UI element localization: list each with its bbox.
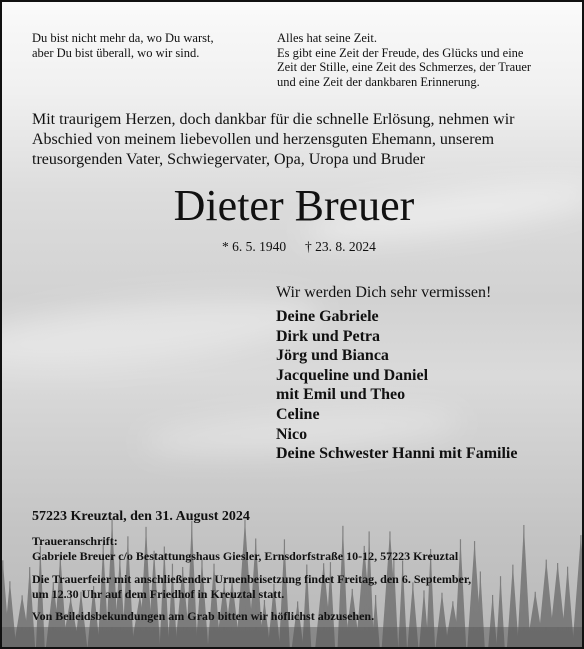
intro-line: Abschied von meinem liebevollen und herzensguten Ehemann, unserem <box>32 131 495 148</box>
mourning-address: Gabriele Breuer c/o Bestattungshaus Giesler, Ernsdorfstraße 10-12, 57223 Kreuztal <box>32 548 459 563</box>
place-date: 57223 Kreuztal, den 31. August 2024 <box>32 509 250 524</box>
intro-text <box>32 110 554 170</box>
mourner-name: Celine <box>276 405 320 423</box>
service-line: Die Trauerfeier mit anschließender Urnenbeisetzung findet Freitag, den 6. September, <box>32 572 472 586</box>
intro-line: treusorgenden Vater, Schwiegervater, Opa, Uropa und Bruder <box>32 151 426 168</box>
birth-date: * 6. 5. 1940 <box>222 239 287 254</box>
quote-line: Alles hat seine Zeit. <box>277 31 377 45</box>
deceased-name: Dieter Breuer <box>173 181 415 230</box>
quote-line: Du bist nicht mehr da, wo Du warst, <box>32 31 214 45</box>
mourners-list <box>276 307 517 464</box>
service-line: um 12.30 Uhr auf dem Friedhof in Kreuztal statt. <box>32 586 285 601</box>
quote-line: aber Du bist überall, wo wir sind. <box>32 45 200 60</box>
mourner-name: Jörg und Bianca <box>276 347 389 365</box>
quote-right <box>277 31 531 89</box>
condolence-note: Von Beileidsbekundungen am Grab bitten wir höflichst abzusehen. <box>32 609 375 623</box>
quote-line: Es gibt eine Zeit der Freude, des Glücks und eine <box>277 45 524 60</box>
mourner-name: Dirk und Petra <box>276 327 380 345</box>
quote-line: und eine Zeit der dankbaren Erinnerung. <box>277 74 480 89</box>
mourner-name: Deine Gabriele <box>276 308 379 325</box>
farewell-line: Wir werden Dich sehr vermissen! <box>276 284 492 301</box>
mourner-name: Jacqueline und Daniel <box>276 366 429 384</box>
mourner-name: mit Emil und Theo <box>276 386 406 404</box>
quote-left <box>32 31 214 60</box>
address-heading: Traueranschrift: <box>32 534 118 548</box>
quote-line: Zeit der Stille, eine Zeit des Schmerzes, der Trauer <box>277 60 532 74</box>
mourner-name: Nico <box>276 425 308 443</box>
service-info <box>32 572 560 601</box>
mourner-name: Deine Schwester Hanni mit Familie <box>276 445 518 463</box>
death-date: † 23. 8. 2024 <box>305 239 376 254</box>
intro-line: Mit traurigem Herzen, doch dankbar für die schnelle Erlösung, nehmen wir <box>32 111 515 128</box>
